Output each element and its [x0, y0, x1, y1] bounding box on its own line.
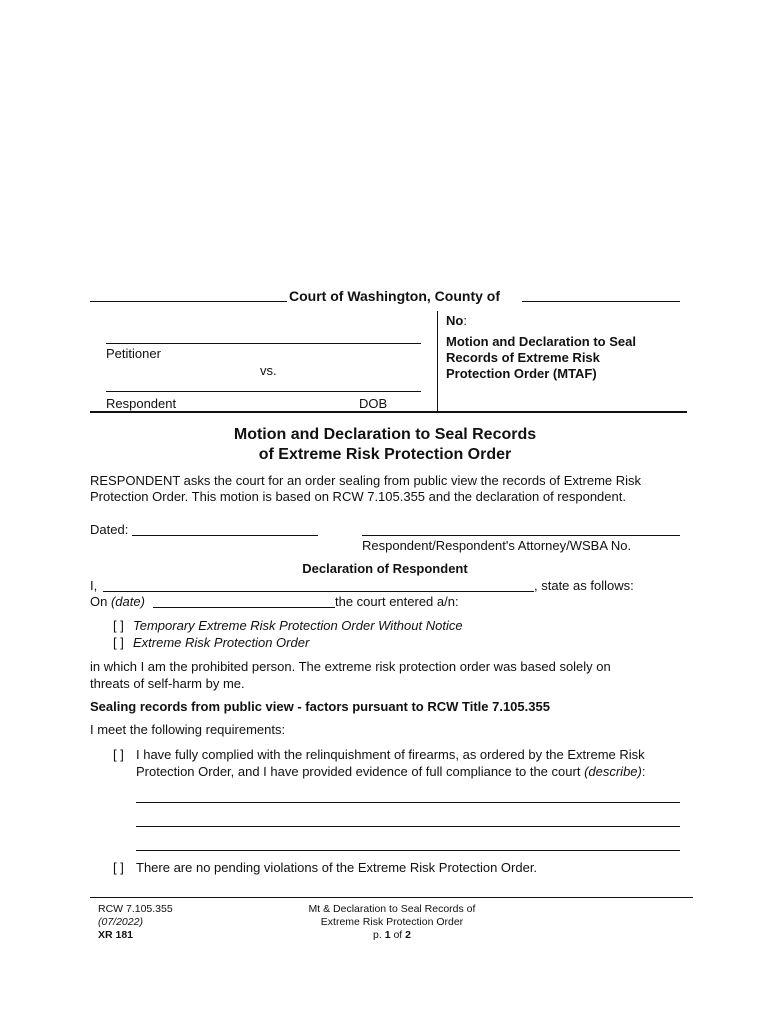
req2-checkbox[interactable]: [ ] — [113, 860, 124, 875]
declaration-heading: Declaration of Respondent — [302, 561, 468, 576]
sealing-heading: Sealing records from public view - factors pursuant to RCW Title 7.105.355 — [90, 699, 550, 714]
sealing-intro: I meet the following requirements: — [90, 722, 286, 737]
footer-page-total: 2 — [405, 929, 411, 941]
date-hint: (date) — [110, 594, 145, 609]
footer-page — [282, 929, 502, 942]
req1-colon: : — [641, 764, 646, 779]
order-date-blank[interactable] — [153, 607, 335, 608]
footer-center — [282, 903, 502, 942]
petitioner-blank[interactable] — [106, 343, 421, 344]
footer-rcw: RCW 7.105.355 — [98, 903, 173, 915]
req1-line2 — [136, 764, 645, 780]
county-name-blank[interactable] — [90, 301, 287, 302]
state-label: , state as follows: — [534, 578, 634, 593]
describe-blank-2[interactable] — [136, 826, 680, 827]
req1-describe: (describe) — [584, 764, 642, 779]
option2-label: Extreme Risk Protection Order — [133, 635, 310, 650]
footer-page-of: of — [393, 929, 403, 941]
req1-line2-text: Protection Order, and I have provided evidence of full compliance to the court — [136, 764, 581, 779]
caption-doc-title-line1: Motion and Declaration to Seal — [446, 334, 636, 349]
footer-center-line1: Mt & Declaration to Seal Records of — [308, 903, 476, 915]
vs-label: vs. — [260, 363, 277, 378]
i-label: I, — [90, 578, 98, 593]
option2-checkbox[interactable]: [ ] — [113, 635, 124, 650]
footer-center-line2: Extreme Risk Protection Order — [320, 916, 464, 928]
describe-blank-1[interactable] — [136, 802, 680, 803]
county-blank[interactable] — [522, 301, 680, 302]
respondent-label: Respondent — [106, 396, 177, 411]
footer-date: (07/2022) — [98, 916, 143, 928]
on-label: On — [90, 594, 108, 609]
option1-checkbox[interactable]: [ ] — [113, 618, 124, 633]
no-colon: : — [463, 313, 467, 328]
respondent-blank[interactable] — [106, 391, 421, 392]
dated-blank[interactable] — [132, 535, 318, 536]
caption-bottom-rule — [90, 411, 687, 413]
req2-label: There are no pending violations of the Extreme Risk Protection Order. — [136, 860, 538, 875]
no-label: No — [446, 313, 464, 328]
case-number-label — [446, 313, 467, 329]
petitioner-label: Petitioner — [106, 346, 161, 361]
prohibited-line2: threats of self-harm by me. — [90, 676, 245, 691]
option1-label: Temporary Extreme Risk Protection Order Without Notice — [133, 618, 463, 633]
footer-rule — [90, 897, 693, 898]
main-title-line1: Motion and Declaration to Seal Records — [233, 426, 537, 443]
court-label: Court of Washington, County of — [289, 288, 500, 304]
req1-line1: I have fully complied with the relinquishment of firearms, as ordered by the Extreme Risk — [136, 747, 645, 762]
on-date-row — [90, 594, 145, 610]
caption-divider — [437, 311, 438, 411]
footer-page-num: 1 — [384, 929, 391, 941]
describe-blank-3[interactable] — [136, 850, 680, 851]
caption-doc-title-line2: Records of Extreme Risk — [446, 350, 600, 365]
dob-label: DOB — [359, 396, 388, 411]
req1-checkbox[interactable]: [ ] — [113, 747, 124, 762]
caption-doc-title — [446, 334, 636, 382]
entered-label: the court entered a/n: — [335, 594, 459, 609]
footer-page-prefix: p. — [373, 929, 382, 941]
main-title-line2: of Extreme Risk Protection Order — [258, 446, 512, 463]
footer-left — [98, 903, 173, 942]
footer-form-no: XR 181 — [98, 929, 134, 941]
declarant-name-blank[interactable] — [103, 591, 534, 592]
signer-label: Respondent/Respondent's Attorney/WSBA No. — [362, 538, 632, 553]
signature-blank[interactable] — [362, 535, 680, 536]
prohibited-line1: in which I am the prohibited person. The extreme risk protection order was based solely on — [90, 659, 611, 674]
motion-line2: Protection Order. This motion is based on RCW 7.105.355 and the declaration of respondent. — [90, 489, 626, 504]
caption-doc-title-line3: Protection Order (MTAF) — [446, 366, 597, 381]
motion-line1: RESPONDENT asks the court for an order sealing from public view the records of Extreme Risk — [90, 473, 642, 488]
dated-label: Dated: — [90, 522, 129, 537]
